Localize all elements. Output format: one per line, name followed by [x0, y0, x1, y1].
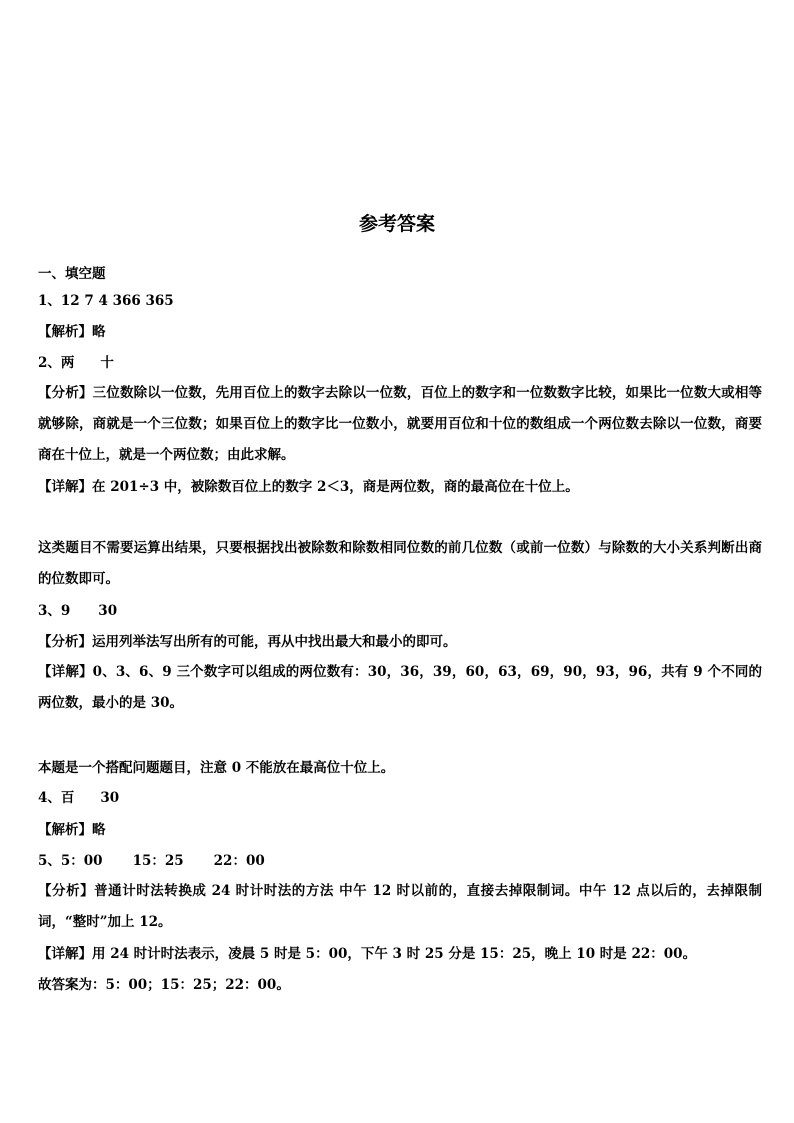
q5-conclusion: 故答案为：5：00；15：25；22：00。 — [38, 977, 290, 993]
q5-analysis — [38, 876, 762, 938]
analysis-text: 三位数除以一位数，先用百位上的数字去除以一位数，百位上的数字和一位数数字比较，如果比一位数大或相等就够除，商就是一个三位数；如果百位上的数字比一位数小，就要用百位和十位的数组成一个两位数去除以一位数，商要商在十位上，就是一个两位数；由此求解。 — [38, 385, 763, 463]
q5-answer-3: 22：00 — [213, 853, 265, 869]
q2-note: 这类题目不需要运算出结果，只要根据找出被除数和除数相同位数的前几位数（或前一位数）与除数的大小关系判断出商的位数即可。 — [38, 540, 762, 587]
analysis-text: 运用列举法写出所有的可能，再从中找出最大和最小的即可。 — [92, 634, 457, 650]
q4-answer-1: 4、百 — [38, 790, 75, 806]
analysis-text: 略 — [92, 324, 106, 340]
q5-detail — [38, 945, 760, 963]
q2-analysis — [38, 378, 762, 471]
detail-text: 用 24 时计时法表示，凌晨 5 时是 5：00，下午 3 时 25 分是 15：25，晚上 10 时是 22：00。 — [92, 946, 697, 962]
q2-answer-2: 十 — [100, 355, 114, 371]
section-heading: 一、填空题 — [38, 266, 106, 282]
detail-text: 在 201÷3 中，被除数百位上的数字 2＜3，商是两位数，商的最高位在十位上。 — [92, 479, 579, 495]
detail-tag: 【详解】 — [38, 946, 92, 962]
analysis-tag: 【解析】 — [38, 822, 92, 838]
q3-note: 本题是一个搭配问题题目，注意 0 不能放在最高位十位上。 — [38, 760, 395, 776]
analysis-text: 略 — [92, 822, 106, 838]
detail-text: 0、3、6、9 三个数字可以组成的两位数有：30，36，39，60，63，69，90，93，96，共有 9 个不同的两位数，最小的是 30。 — [38, 664, 763, 711]
q2-detail — [38, 478, 760, 496]
q3-detail — [38, 657, 762, 719]
analysis-tag: 【分析】 — [38, 634, 92, 650]
analysis-tag: 【分析】 — [38, 883, 95, 899]
analysis-text: 普通计时法转换成 24 时计时法的方法 中午 12 时以前的，直接去掉限制词。中午 12 点以后的，去掉限制词，“整时”加上 12。 — [38, 883, 762, 930]
q5-answer — [38, 852, 760, 870]
q3-analysis — [38, 633, 760, 651]
q4-answer-2: 30 — [100, 790, 120, 806]
q3-answer-1: 3、9 — [38, 603, 71, 619]
q2-answer-1: 2、两 — [38, 355, 75, 371]
analysis-tag: 【分析】 — [38, 385, 93, 401]
q3-answer — [38, 602, 760, 620]
analysis-tag: 【解析】 — [38, 324, 92, 340]
q4-answer — [38, 789, 760, 807]
page-title: 参考答案 — [358, 213, 435, 235]
q4-analysis — [38, 821, 760, 839]
q3-answer-2: 30 — [98, 603, 118, 619]
q1-answer: 1、12 7 4 366 365 — [38, 293, 174, 309]
q5-answer-2: 15：25 — [132, 853, 184, 869]
detail-tag: 【详解】 — [38, 664, 93, 680]
q1-analysis — [38, 323, 760, 341]
q2-answer — [38, 354, 760, 372]
q5-answer-1: 5、5：00 — [38, 853, 103, 869]
detail-tag: 【详解】 — [38, 479, 92, 495]
